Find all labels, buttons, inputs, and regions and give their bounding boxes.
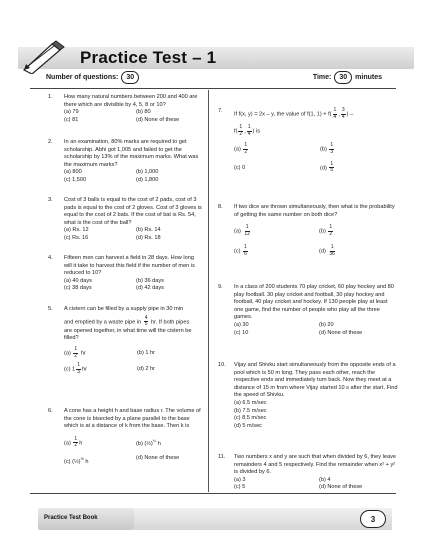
option-d: (d) None of these — [136, 116, 180, 123]
question-number: 11. — [218, 454, 226, 460]
options — [64, 347, 204, 375]
option-c: (c) 10 — [234, 329, 249, 336]
options — [234, 322, 398, 337]
option-c: (c) 1 $\frac{1}{3}$ hr — [64, 362, 87, 375]
option-c: (c) 5 — [234, 484, 246, 491]
options — [64, 278, 202, 293]
question-number: 2. — [48, 139, 53, 145]
option-c: (c) 1,500 — [64, 176, 87, 183]
bottom-rule — [30, 493, 396, 494]
question-10 — [218, 362, 398, 430]
option-c: (c) $\frac{1}{6}$ — [234, 244, 247, 257]
options — [64, 109, 202, 124]
option-d: (d) None of these — [319, 329, 363, 336]
question-stem-line-2 — [64, 316, 204, 328]
footer-band — [134, 508, 392, 530]
question-7 — [218, 107, 400, 174]
option-c: (c) 8.5 m/sec — [234, 415, 267, 422]
option-a: (a) Rs. 12 — [64, 227, 89, 234]
stem-text: and emptied by a waste pipe in — [64, 319, 142, 326]
page-number: 3 — [360, 510, 386, 528]
question-number: 7. — [218, 108, 223, 114]
option-c: (c) 38 days — [64, 285, 92, 292]
question-4 — [48, 255, 202, 293]
option-b: (b) 4 — [319, 476, 331, 483]
question-11 — [218, 454, 398, 492]
question-stem-line-2: f( $\frac{1}{2}$ , $\frac{1}{4}$ ) is — [234, 124, 261, 137]
options — [234, 477, 398, 492]
option-b: (b) (½)$^{\frac{1}{3}}$ h — [136, 437, 161, 447]
option-d: (d) 5 m/sec — [234, 422, 262, 429]
option-a: (a) 3 — [234, 476, 246, 483]
option-a: (a) $\frac{1}{2}$ — [234, 142, 248, 155]
question-2 — [48, 139, 202, 185]
option-a: (a) 800 — [64, 169, 82, 176]
time-badge: 30 — [334, 71, 352, 84]
option-b: (b) 7.5 m/sec — [234, 407, 267, 414]
option-d: (d) 1,800 — [136, 176, 159, 183]
option-a: (a) 30 — [234, 321, 249, 328]
question-6 — [48, 408, 202, 466]
option-a: (a) $\frac{1}{12}$ — [234, 224, 250, 237]
question-stem: Fifteen men can harvest a field in 28 days. How long will it take to harvest this field if the number of men is reduced to 10? — [64, 255, 195, 277]
question-stem-line-1: A cistern can be filled by a supply pipe in 30 min — [64, 306, 184, 312]
option-d: (d) $\frac{1}{36}$ — [319, 244, 335, 257]
option-a: (a) $\frac{1}{2}$ hr — [64, 345, 86, 359]
option-c: (c) (½)$^{\frac{1}{2}}$ h — [64, 455, 89, 465]
question-stem-line-3: are opened together, in what time will the cistern be filled? — [64, 327, 192, 342]
option-a: (a) 79 — [64, 109, 79, 116]
column-divider — [208, 90, 209, 492]
page-title: Practice Test – 1 — [80, 48, 217, 67]
option-d: (d) None of these — [136, 454, 180, 461]
question-stem: If two dice are thrown simultaneously, then what is the probability of getting the same number on both dice? — [234, 204, 395, 218]
question-number: 8. — [218, 204, 223, 210]
options — [234, 400, 398, 430]
option-b: (b) 1,000 — [136, 169, 159, 176]
title-banner — [18, 40, 414, 74]
option-d: (d) 42 days — [136, 285, 164, 292]
question-number: 5. — [48, 306, 53, 312]
question-stem: Vijay and Shivku start simultaneously from the opposite ends of a pool which is 50 m long. They pass each other, reach the respective ends and immediately turn back. Now they meet at a distance of 15 m from where Vijay started 10 s after the start. Find the speed of Shivku. — [234, 362, 398, 399]
footer-book-title: Practice Test Book — [44, 515, 98, 521]
option-b: (b) $\frac{1}{3}$ — [320, 142, 334, 155]
top-rule — [30, 88, 396, 89]
question-stem: A cone has a height h and base radius r. The volume of the cone is bisected by a plane parallel to the base which is at a distance of k from the base. Then k is — [64, 408, 201, 430]
options — [64, 169, 202, 184]
option-b: (b) 36 days — [136, 277, 164, 284]
question-8 — [218, 204, 398, 258]
time-label: Time: — [312, 73, 332, 81]
options — [234, 225, 398, 257]
option-c: (c) 81 — [64, 116, 79, 123]
option-b: (b) 80 — [136, 109, 151, 116]
option-d: (d) Rs. 18 — [136, 234, 161, 241]
option-b: (b) Rs. 14 — [136, 227, 161, 234]
option-d: (d) None of these — [319, 484, 363, 491]
question-stem: If f(x, y) = 2x – y, the value of f(1, 1) + f( $\frac{1}{4}$ , $\frac{3}{4}$ ) – — [234, 107, 354, 120]
numerator: 4 — [144, 314, 148, 321]
option-d: (d) 2 hr — [137, 366, 156, 373]
question-stem: In a class of 200 students 70 play cricket, 60 play hockey and 80 play football. 30 play cricket and football, 30 play hockey and football, 40 play cricket and hockey. If 130 people play at least one game, find the number of people who play all the three games. — [234, 284, 394, 321]
option-c: (c) 0 — [234, 164, 246, 171]
question-3 — [48, 197, 202, 243]
question-stem: How many natural numbers between 200 and 400 are there which are divisible by 4, 5, 8 or 10? — [64, 94, 198, 108]
question-stem: Two numbers x and y are such that when divided by 6, they leave remainders 4 and 5 respectively. Find the remainder when x² + y² is divided by 6. — [234, 454, 396, 476]
question-number: 3. — [48, 197, 53, 203]
option-c: (c) Rs. 16 — [64, 234, 89, 241]
question-number: 4. — [48, 255, 53, 261]
option-a: (a) 6.5 m/sec — [234, 399, 267, 406]
fraction — [144, 316, 149, 328]
stem-text: hr. If both pipes — [151, 319, 190, 326]
questions-count-row — [46, 70, 139, 84]
questions-label: Number of questions: — [46, 73, 119, 81]
question-1 — [48, 94, 202, 124]
questions-count-badge: 30 — [121, 71, 139, 84]
option-d: (d) $\frac{1}{5}$ — [320, 160, 334, 174]
question-number: 6. — [48, 408, 53, 414]
options — [64, 437, 202, 467]
time-row — [313, 70, 382, 84]
option-b: (b) 20 — [319, 321, 334, 328]
options — [64, 227, 202, 242]
denominator: 5 — [144, 321, 148, 328]
options — [234, 143, 400, 173]
question-number: 10. — [218, 362, 226, 368]
question-number: 1. — [48, 94, 53, 100]
option-a: (a) $\frac{1}{2}$ h — [64, 435, 83, 449]
question-9 — [218, 284, 398, 337]
question-stem: Cost of 3 balls is equal to the cost of 2 pads, cost of 3 pads is equal to the cost of 2 gloves. Cost of 3 gloves is equal to the cost of 2 bats. If the cost of bat is Rs. 54, what is the cost of the ball? — [64, 197, 202, 226]
option-b: (b) 1 hr — [137, 349, 156, 356]
pencil-icon — [22, 40, 66, 74]
option-b: (b) $\frac{1}{2}$ — [319, 224, 333, 237]
question-number: 9. — [218, 284, 223, 290]
question-stem: In an examination, 80% marks are required to get scholarship. Abhi got 1,005 and failed to get the scholarship by 13% of the maximum marks. What was the maximum marks? — [64, 139, 199, 168]
question-5 — [48, 306, 204, 375]
option-a: (a) 40 days — [64, 277, 92, 284]
time-unit: minutes — [355, 73, 382, 81]
